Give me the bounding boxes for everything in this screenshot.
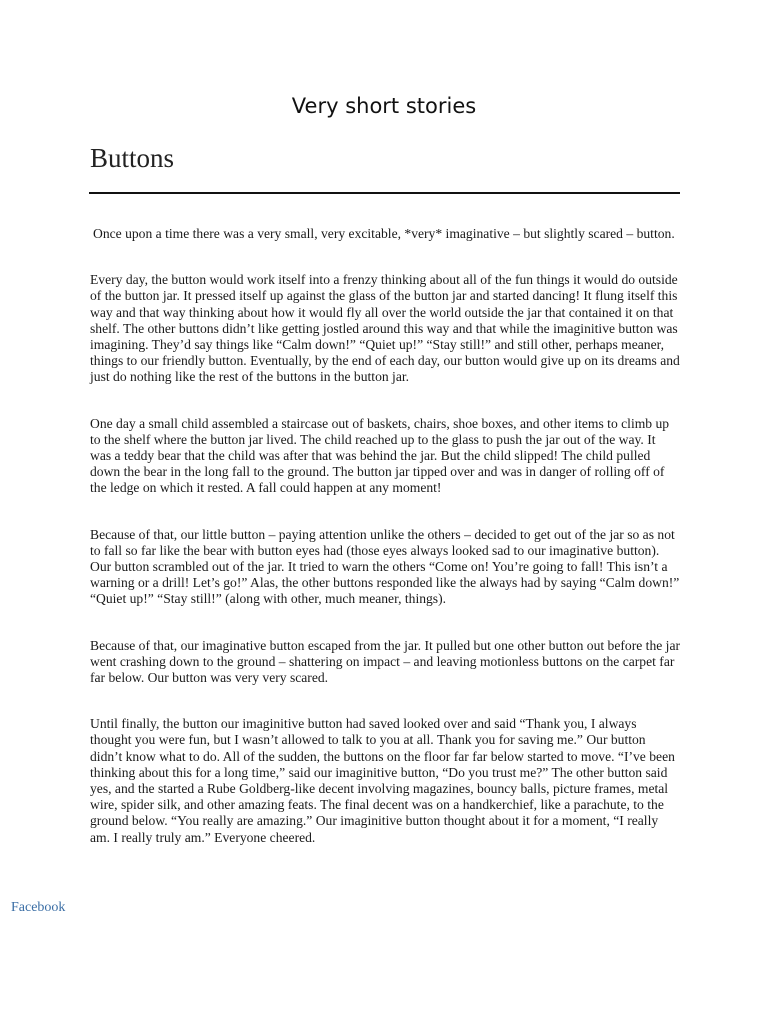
title-divider xyxy=(89,192,680,194)
story-paragraph-4: Because of that, our little button – paying attention unlike the others – decided to get out of the jar so as not to fall so far like the bear with button eyes had (those eyes always looked sad to our imaginative button). Our button scrambled out of the jar. It tried to warn the others “Come on! You’re going to fall! This isn’t a warning or a drill! Let’s go!” Alas, the other buttons responded like the always had by saying “Calm down!” “Quiet up!” “Stay still!” (along with other, much meaner, things). xyxy=(90,526,680,607)
story-body xyxy=(90,226,680,876)
page-header-title: Very short stories xyxy=(291,94,477,118)
story-paragraph-2: Every day, the button would work itself into a frenzy thinking about all of the fun things it would do outside of the button jar. It pressed itself up against the glass of the button jar and started dancing! It flung itself this way and that way thinking about how it would fly all over the world outside the jar that contained it on that shelf. The other buttons didn’t like getting jostled around this way and that while the imaginitive button was imagining. They’d say things like “Calm down!” “Quiet up!” “Stay still!” and still other, perhaps meaner, things to our friendly button. Eventually, by the end of each day, our button would give up on its dreams and just do nothing like the rest of the buttons in the button jar. xyxy=(90,272,680,385)
story-title: Buttons xyxy=(90,143,175,173)
story-paragraph-6: Until finally, the button our imaginitive button had saved looked over and said “Thank you, I always thought you were fun, but I wasn’t allowed to talk to you at all. Thank you for saving me.” Our button didn’t know what to do. All of the sudden, the buttons on the floor far far below started to move. “I’ve been thinking about this for a long time,” said our imaginitive button, “Do you trust me?” The other button said yes, and the started a Rube Goldberg-like decent involving magazines, bouncy balls, picture frames, metal wire, spider silk, and other amazing feats. The final decent was on a handkerchief, like a parachute, to the ground below. “You really are amazing.” Our imaginitive button thought about it for a moment, “I really am. I really truly am.” Everyone cheered. xyxy=(90,716,675,845)
story-paragraph-5: Because of that, our imaginative button escaped from the jar. It pulled but one other button out before the jar went crashing down to the ground – shattering on impact – and leaving motionless buttons on the carpet far far below. Our button was very very scared. xyxy=(90,637,681,686)
facebook-link[interactable]: Facebook xyxy=(11,900,66,915)
story-paragraph-3: One day a small child assembled a staircase out of baskets, chairs, shoe boxes, and other items to climb up to the shelf where the button jar lived. The child reached up to the glass to push the jar out of the way. It was a teddy bear that the child was after that was behind the jar. But the child slipped! The child pulled down the bear in the long fall to the ground. The button jar tipped over and was in danger of rolling off of the ledge on which it rested. A fall could happen at any moment! xyxy=(90,415,670,496)
story-paragraph-1: Once upon a time there was a very small, very excitable, *very* imaginative – but slightly scared – button. xyxy=(93,226,675,241)
